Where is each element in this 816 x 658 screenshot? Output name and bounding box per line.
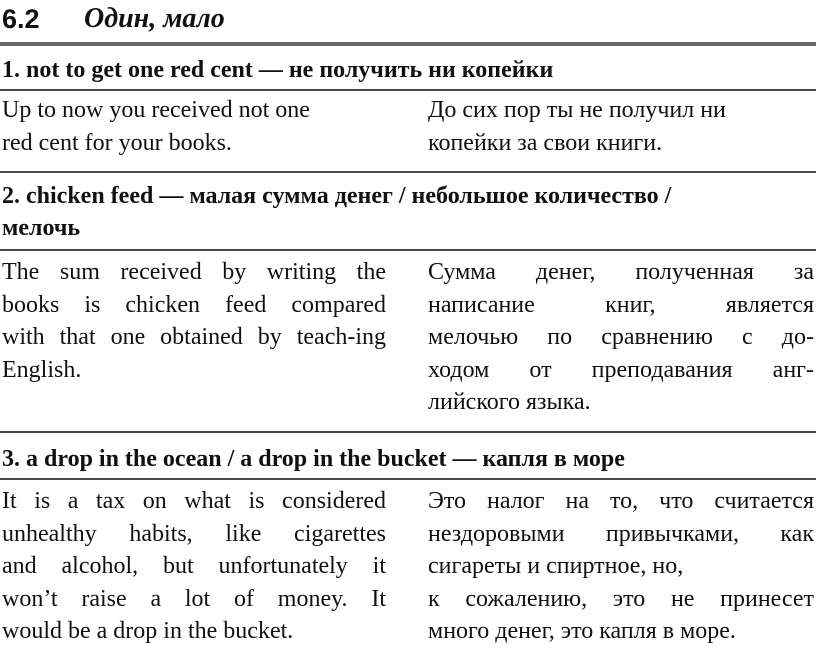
entry-2-heading-divider	[0, 249, 816, 251]
entry-2-ru-line: Сумма денег, полученная за	[428, 259, 814, 285]
entry-1-divider	[0, 171, 816, 173]
entry-3-heading-divider	[0, 478, 816, 480]
entry-3-ru-line: много денег, это капля в море.	[428, 618, 736, 644]
entry-2-divider	[0, 431, 816, 433]
entry-3-ru-line: сигареты и спиртное, но,	[428, 553, 684, 579]
entry-3-ru-line: к сожалению, это не принесет	[428, 585, 814, 612]
entry-3-en-line: unhealthy habits, like cigarettes	[2, 520, 386, 547]
entry-1-heading: 1. not to get one red cent — не получить ни копейки	[2, 57, 554, 83]
entry-2-ru-line: лийского языка.	[428, 389, 591, 415]
entry-1-en-line: Up to now you received not one	[2, 97, 310, 123]
entry-2-heading	[2, 180, 814, 244]
entry-3-en-line: won’t raise a lot of money. It	[2, 585, 386, 612]
section-title: Один, мало	[84, 3, 225, 34]
entry-1-heading-divider	[0, 89, 816, 91]
entry-2-ru-line: написание книг, является	[428, 291, 814, 318]
entry-2-english-example	[2, 256, 386, 386]
entry-3-en-line: It is a tax on what is considered	[2, 488, 386, 514]
entry-3-ru-line: Это налог на то, что считается	[428, 488, 814, 514]
entry-1-russian-example	[428, 94, 814, 159]
entry-1-en-line: red cent for your books.	[2, 129, 232, 156]
entry-3-heading: 3. a drop in the ocean / a drop in the bucket — капля в море	[2, 446, 625, 472]
entry-2-en-line: English.	[2, 356, 82, 383]
entry-3-russian-example	[428, 485, 814, 648]
entry-2-en-line: The sum received by writing the	[2, 259, 386, 285]
section-header	[0, 0, 816, 42]
entry-1-english-example	[2, 94, 386, 159]
entry-2-heading-line: 2. chicken feed — малая сумма денег / небольшое количество /	[2, 183, 672, 209]
section-divider	[0, 42, 816, 46]
entry-2-en-line: books is chicken feed compared	[2, 291, 386, 318]
entry-2-russian-example	[428, 256, 814, 419]
entry-3-en-line: and alcohol, but unfortunately it	[2, 553, 386, 579]
entry-1-ru-line: копейки за свои книги.	[428, 129, 663, 156]
entry-3-en-line: would be a drop in the bucket.	[2, 618, 294, 644]
entry-2-ru-line: ходом от преподавания анг-	[428, 356, 814, 383]
entry-3-english-example	[2, 485, 386, 648]
entry-2-ru-line: мелочью по сравнению с до-	[428, 324, 814, 350]
entry-2-en-line: with that one obtained by teach-ing	[2, 324, 386, 350]
entry-2-heading-line: мелочь	[2, 215, 81, 241]
entry-3-ru-line: нездоровыми привычками, как	[428, 520, 814, 547]
entry-1-ru-line: До сих пор ты не получил ни	[428, 97, 726, 123]
section-number: 6.2	[2, 4, 40, 34]
